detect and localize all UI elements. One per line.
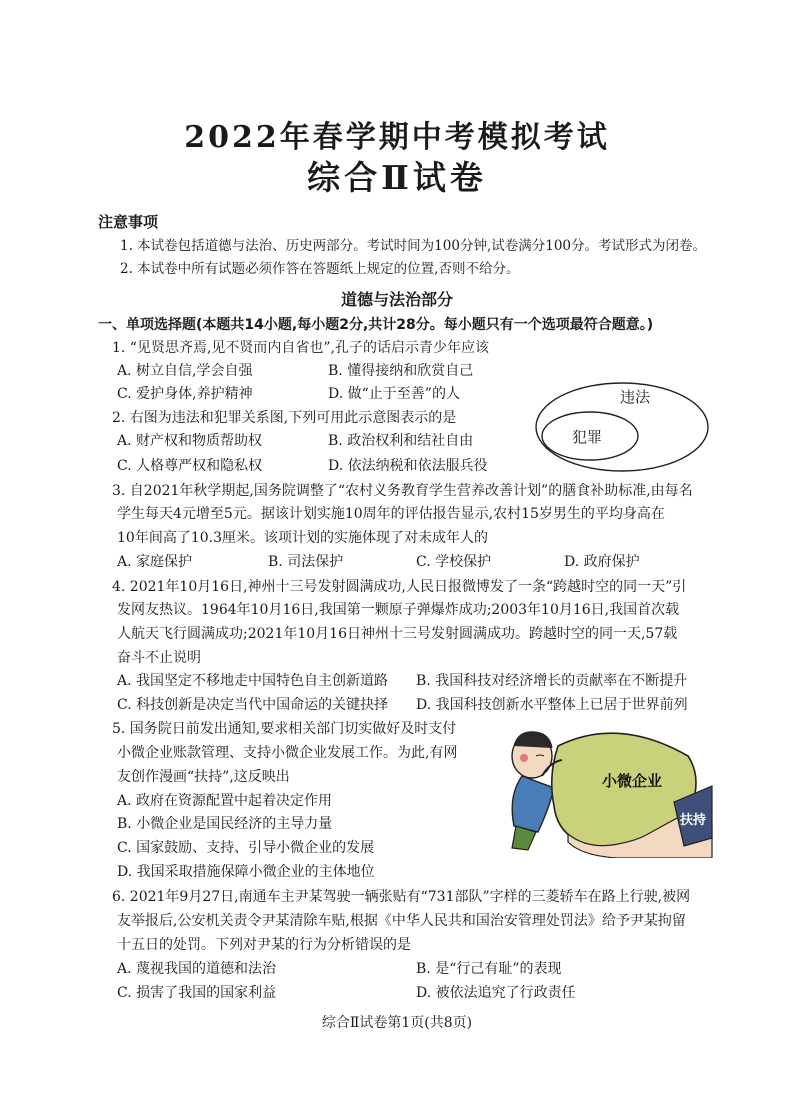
option-b: B. 是“行己有耻”的表现 [416, 961, 562, 977]
option-d: D. 做“止于至善”的人 [328, 386, 460, 402]
option-b: B. 小微企业是国民经济的主导力量 [117, 816, 333, 832]
option-d: D. 政府保护 [564, 554, 640, 570]
question-line: 发网友热议。1964年10月16日,我国第一颗原子弹爆炸成功;2003年10月16日,我国首次载 [117, 602, 680, 618]
option-b: B. 司法保护 [268, 554, 344, 570]
option-a: A. 政府在资源配置中起着决定作用 [117, 793, 333, 809]
question-line: 十五日的处罚。下列对尹某的行为分析错误的是 [117, 937, 411, 953]
option-c: C. 学校保护 [416, 554, 492, 570]
question-line: 人航天飞行圆满成功;2021年10月16日神州十三号发射圆满成功。跨越时空的同一天,57载 [117, 626, 678, 642]
question-line: 友创作漫画“扶持”,这反映出 [117, 769, 290, 785]
question-line: 3. 自2021年秋学期起,国务院调整了“农村义务教育学生营养改善计划”的膳食补助标准,由每名 [112, 483, 693, 499]
option-b: B. 政治权利和结社自由 [328, 433, 474, 449]
option-b: B. 懂得接纳和欣赏自己 [328, 363, 474, 379]
notice-heading: 注意事项 [98, 213, 159, 231]
option-d: D. 我国科技创新水平整体上已居于世界前列 [416, 697, 688, 713]
question-stem: 2. 右图为违法和犯罪关系图,下列可用此示意图表示的是 [112, 410, 457, 426]
notice-item: 2. 本试卷中所有试题必须作答在答题纸上规定的位置,否则不给分。 [120, 261, 520, 277]
question-line: 学生每天4元增至5元。据该计划实施10周年的评估报告显示,农村15岁男生的平均身高在 [117, 506, 665, 522]
question-line: 奋斗不止说明 [117, 650, 201, 666]
option-a: A. 蔑视我国的道德和法治 [117, 961, 277, 977]
option-c: C. 科技创新是决定当代中国命运的关键抉择 [117, 697, 389, 713]
support-cartoon [498, 716, 716, 858]
section-title: 道德与法治部分 [340, 290, 453, 309]
crime-label: 犯罪 [572, 428, 603, 446]
question-line: 友举报后,公安机关责令尹某清除车贴,根据《中华人民共和国治安管理处罚法》给予尹某拘留 [117, 913, 686, 929]
option-a: A. 树立自信,学会自强 [117, 363, 253, 379]
notice-item: 1. 本试卷包括道德与法治、历史两部分。考试时间为100分钟,试卷满分100分。考试形式为闭卷。 [120, 238, 706, 254]
question-line: 10年间高了10.3厘米。该项计划的实施体现了对未成年人的 [117, 530, 488, 546]
bag-label: 小微企业 [602, 772, 663, 790]
question-line: 6. 2021年9月27日,南通车主尹某驾驶一辆张贴有“731部队”字样的三菱轿车在路上行驶,被网 [112, 889, 691, 905]
question-line: 小微企业账款管理、支持小微企业发展工作。为此,有网 [117, 745, 458, 761]
option-d: D. 被依法追究了行政责任 [416, 985, 576, 1001]
exam-subtitle: 综合Ⅱ试卷 [307, 158, 487, 197]
illegal-label: 违法 [620, 388, 651, 406]
option-b: B. 我国科技对经济增长的贡献率在不断提升 [416, 673, 688, 689]
question-stem: 1. “见贤思齐焉,见不贤而内自省也”,孔子的话启示青少年应该 [112, 340, 490, 356]
option-a: A. 我国坚定不移地走中国特色自主创新道路 [117, 673, 389, 689]
question-line: 5. 国务院日前发出通知,要求相关部门切实做好及时支付 [112, 721, 457, 737]
man-cheek [520, 754, 528, 762]
option-d: D. 依法纳税和依法服兵役 [328, 458, 488, 474]
option-c: C. 人格尊严权和隐私权 [117, 458, 263, 474]
sleeve-label: 扶持 [680, 813, 707, 828]
option-a: A. 家庭保护 [117, 554, 193, 570]
part-heading: 一、单项选择题(本题共14小题,每小题2分,共计28分。每小题只有一个选项最符合题意。) [98, 317, 654, 333]
question-line: 4. 2021年10月16日,神州十三号发射圆满成功,人民日报微博发了一条“跨越时空的同一天”引 [112, 579, 687, 595]
page-footer: 综合Ⅱ试卷第1页(共8页) [321, 1015, 473, 1031]
illegal-crime-diagram [532, 378, 712, 476]
option-d: D. 我国采取措施保障小微企业的主体地位 [117, 864, 375, 880]
option-c: C. 国家鼓励、支持、引导小微企业的发展 [117, 840, 375, 856]
option-c: C. 损害了我国的国家利益 [117, 985, 277, 1001]
option-a: A. 财产权和物质帮助权 [117, 433, 263, 449]
option-c: C. 爱护身体,养护精神 [117, 386, 253, 402]
exam-title: 2022年春学期中考模拟考试 [184, 120, 610, 155]
